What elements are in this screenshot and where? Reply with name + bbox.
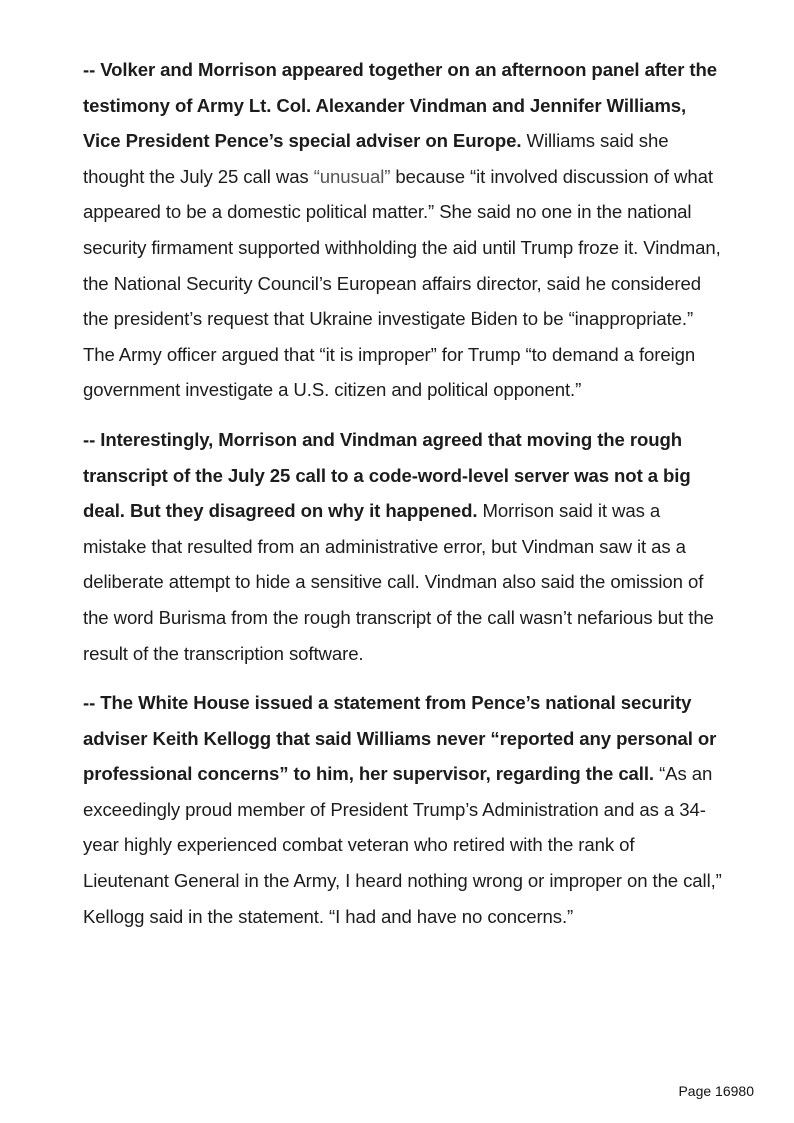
paragraph-lead: -- Interestingly, Morrison and Vindman agreed that moving the rough transcript of the July 25 call to a code-word-level server was not a big deal. But they disagreed on why it happened. [83, 428, 691, 522]
paragraph-text: because “it involved discussion of what appeared to be a domestic political matter.” She said no one in the national security firmament supported withholding the aid until Trump froze it. Vindman, the National Security Council’s European affairs director, said he considered the president’s request that Ukraine investigate Biden to be “inappropriate.” The Army officer argued that “it is improper” for Trump “to demand a foreign government investigate a U.S. citizen and political opponent.” [83, 165, 721, 401]
unusual-link[interactable]: “unusual” [313, 165, 391, 187]
paragraph-text: Williams said she thought the July 25 call was [83, 130, 669, 187]
article-body [83, 52, 723, 948]
paragraph-lead: -- Volker and Morrison appeared together on an afternoon panel after the testimony of Army Lt. Col. Alexander Vindman and Jennifer Williams, Vice President Pence’s special adviser on Europe. [83, 59, 718, 152]
paragraph-text: Morrison said it was a mistake that resulted from an administrative error, but Vindman saw it as a deliberate attempt to hide a sensitive call. Vindman also said the omission of the word Burisma from the rough transcript of the call wasn’t nefarious but the result of the transcription software. [83, 500, 714, 664]
paragraph-kellogg-statement [83, 685, 723, 934]
page-number: Page 16980 [678, 1083, 754, 1099]
paragraph-volker-morrison [83, 52, 723, 408]
paragraph-transcript-server [83, 422, 723, 671]
paragraph-text: “As an exceedingly proud member of President Trump’s Administration and as a 34-year highly experienced combat veteran who retired with the rank of Lieutenant General in the Army, I heard nothing wrong or improper on the call,” Kellogg said in the statement. “I had and have no concerns.” [83, 763, 722, 927]
paragraph-lead: -- The White House issued a statement from Pence’s national security adviser Keith Kellogg that said Williams never “reported any personal or professional concerns” to him, her supervisor, regarding the call. [83, 692, 717, 785]
